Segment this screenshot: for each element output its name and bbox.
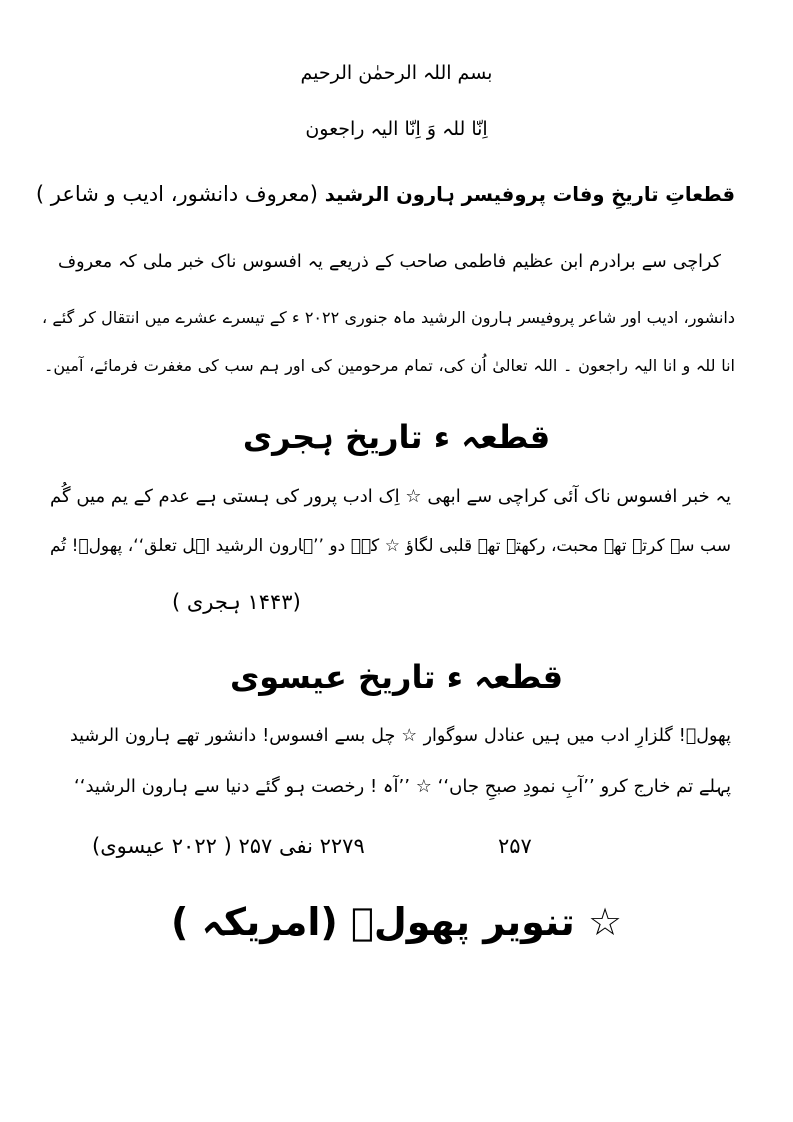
- isawi-verse-line-2: پہلے تم خارج کرو ’’آبِ نمودِ صبحِ جاں‘‘ ☆ ’’آہ ! رخصت ہو گئے دنیا سے ہارون الرشید‘‘: [74, 776, 731, 797]
- hijri-heading: قطعہ ء تاریخ ہجری: [242, 418, 551, 456]
- hijri-year: (۱۴۴۳ ہجری ): [172, 590, 301, 614]
- signature-name: ☆ تنویر پھولؔ: [351, 900, 623, 944]
- signature-place: (امریکہ ): [170, 900, 338, 944]
- title-note: (معروف دانشور، ادیب و شاعر ): [35, 182, 318, 206]
- isawi-calc-right: ۲۵۷: [498, 834, 532, 858]
- isawi-calc-left: ۲۲۷۹ نفی ۲۵۷ ( ۲۰۲۲ عیسوی): [92, 834, 365, 858]
- bismillah-line: بسم اللہ الرحمٰن الرحیم: [300, 62, 493, 84]
- intro-line-3: انا للہ و انا الیہ راجعون ۔ اللہ تعالیٰ اُن کی، تمام مرحومین کی اور ہم سب کی مغفرت فرمائے، آمین۔: [44, 356, 735, 375]
- intro-line-2: دانشور، ادیب اور شاعر پروفیسر ہارون الرشید ماہ جنوری ۲۰۲۲ ء کے تیسرے عشرے میں انتقال کر گئے ،: [42, 308, 736, 327]
- title-main: قطعاتِ تاریخِ وفات پروفیسر ہارون الرشید: [324, 183, 735, 206]
- isawi-verse-line-1: پھولؔ! گلزارِ ادب میں ہیں عنادل سوگوار ☆ چل بسے افسوس! دانشور تھے ہارون الرشید: [70, 726, 731, 746]
- signature: [0, 900, 793, 946]
- isawi-heading: قطعہ ء تاریخ عیسوی: [229, 658, 564, 696]
- inna-lillah-line: اِنّا للہ وَ اِنّا الیہ راجعون: [305, 118, 488, 140]
- hijri-verse-line-1: یہ خبر افسوس ناک آئی کراچی سے ابھی ☆ اِک ادب پرور کی ہستی ہے عدم کے یم میں گُم: [50, 486, 731, 507]
- hijri-verse-line-2: سب سے کرتے تھے محبت، رکھتے تھے قلبی لگاؤ ☆ کہہ دو ’’ہارون الرشید اہل تعلق‘‘، پھولؔ! تُم: [50, 536, 731, 556]
- intro-line-1: کراچی سے برادرم ابن عظیم فاطمی صاحب کے ذریعے یہ افسوس ناک خبر ملی کہ معروف: [58, 252, 721, 272]
- document-title: [36, 182, 735, 207]
